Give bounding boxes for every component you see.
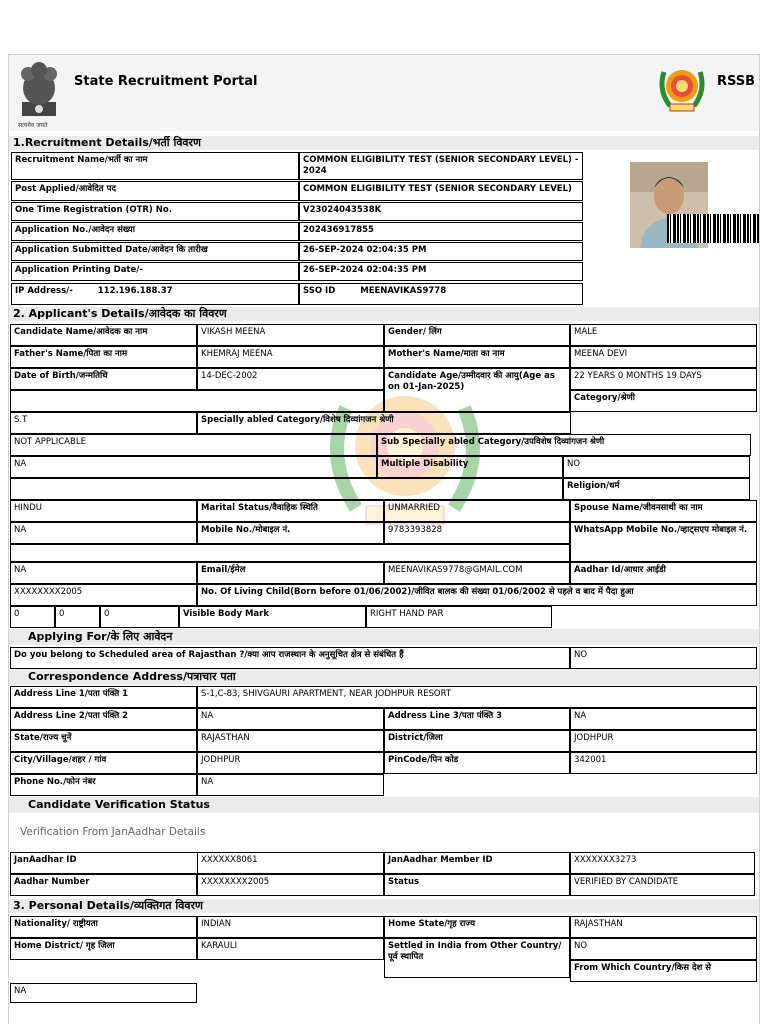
religion-label: Religion/धर्म bbox=[563, 478, 750, 500]
home-district-value: KARAULI bbox=[197, 938, 384, 960]
rssb-logo-icon bbox=[656, 58, 708, 116]
email-value: MEENAVIKAS9778@GMAIL.COM bbox=[384, 562, 570, 584]
candidate-name-label: Candidate Name/आवेदक का नाम bbox=[10, 324, 197, 346]
religion-value: HINDU bbox=[10, 500, 197, 522]
nationality-value: INDIAN bbox=[197, 916, 384, 938]
sso-id-label: SSO ID bbox=[303, 286, 336, 296]
living-child-label: No. Of Living Child(Born before 01/06/2002)/जीवित बालक की संख्या 01/06/2002 से पहले व बाद में पैदा हुआ bbox=[197, 584, 757, 606]
whatsapp-label: WhatsApp Mobile No./व्हाट्सएप मोबाइल नं. bbox=[570, 522, 757, 562]
city-label: City/Village/शहर / गांव bbox=[10, 752, 197, 774]
printing-date-label: Application Printing Date/- bbox=[11, 262, 299, 281]
special-category-value: NOT APPLICABLE bbox=[10, 434, 377, 456]
address-line3-label: Address Line 3/पता पंक्ति 3 bbox=[384, 708, 570, 730]
settled-value: NO bbox=[570, 938, 757, 960]
brand-label: RSSB bbox=[717, 74, 756, 89]
verification-subtitle: Verification From JanAadhar Details bbox=[20, 826, 206, 838]
post-applied-value: COMMON ELIGIBILITY TEST (SENIOR SECONDARY LEVEL) bbox=[299, 181, 583, 201]
national-emblem-icon bbox=[14, 58, 64, 120]
aadhar-number-value: XXXXXXXX2005 bbox=[197, 874, 384, 896]
address-line3-value: NA bbox=[570, 708, 757, 730]
category-label: Category/श्रेणी bbox=[570, 390, 757, 412]
father-name-label: Father's Name/पिता का नाम bbox=[10, 346, 197, 368]
whatsapp-value: NA bbox=[10, 562, 197, 584]
recruitment-name-label: Recruitment Name/भर्ती का नाम bbox=[11, 152, 299, 180]
barcode bbox=[667, 214, 759, 243]
sub-special-category-label: Sub Specially abled Category/उपविशेष दिव्यांगजन श्रेणी bbox=[377, 434, 751, 456]
city-value: JODHPUR bbox=[197, 752, 384, 774]
section-personal-details: 3. Personal Details/व्यक्तिगत विवरण bbox=[9, 899, 759, 913]
phone-value: NA bbox=[197, 774, 384, 796]
body-mark-label: Visible Body Mark bbox=[179, 606, 366, 628]
dob-value: 14-DEC-2002 bbox=[197, 368, 384, 390]
section-applying-for: Applying For/के लिए आवेदन bbox=[9, 629, 759, 645]
state-label: State/राज्य चुनें bbox=[10, 730, 197, 752]
marital-status-value: UNMARRIED bbox=[384, 500, 570, 522]
district-value: JODHPUR bbox=[570, 730, 757, 752]
address-line2-value: NA bbox=[197, 708, 384, 730]
living-child-value: 0 bbox=[55, 606, 100, 628]
home-district-label: Home District/ गृह जिला bbox=[10, 938, 197, 960]
from-country-value: NA bbox=[10, 983, 197, 1003]
from-country-label: From Which Country/किस देश से bbox=[570, 960, 757, 982]
section-verification-status: Candidate Verification Status bbox=[9, 797, 759, 813]
janaadhar-id-value: XXXXXX8061 bbox=[197, 852, 384, 874]
spouse-name-value: NA bbox=[10, 522, 197, 544]
scheduled-area-label: Do you belong to Scheduled area of Rajasthan ?/क्या आप राजस्थान के अनुसूचित क्षेत्र से संबंधित हैं bbox=[10, 647, 570, 669]
page-header bbox=[9, 55, 759, 131]
verification-status-value: VERIFIED BY CANDIDATE bbox=[570, 874, 755, 896]
age-label: Candidate Age/उम्मीदवार की आयु(Age as on 01-Jan-2025) bbox=[384, 368, 570, 412]
scheduled-area-value: NO bbox=[570, 647, 757, 669]
multiple-disability-label: Multiple Disability bbox=[377, 456, 563, 478]
printing-date-value: 26-SEP-2024 02:04:35 PM bbox=[299, 262, 583, 281]
sso-id-row bbox=[299, 283, 583, 305]
submitted-date-value: 26-SEP-2024 02:04:35 PM bbox=[299, 242, 583, 261]
special-category-label: Specially abled Category/विशेष दिव्यांगजन श्रेणी bbox=[197, 412, 571, 434]
post-applied-label: Post Applied/आवेदित पद bbox=[11, 181, 299, 201]
address-line1-label: Address Line 1/पता पंक्ति 1 bbox=[10, 686, 197, 708]
father-name-value: KHEMRAJ MEENA bbox=[197, 346, 384, 368]
emblem-caption: सत्यमेव जयते bbox=[18, 122, 48, 129]
recruitment-name-value: COMMON ELIGIBILITY TEST (SENIOR SECONDARY LEVEL) - 2024 bbox=[299, 152, 583, 180]
mobile-value: 9783393828 bbox=[384, 522, 570, 544]
marital-status-label: Marital Status/वैवाहिक स्थिति bbox=[197, 500, 384, 522]
email-label: Email/ईमेल bbox=[197, 562, 384, 584]
district-label: District/जिला bbox=[384, 730, 570, 752]
verification-status-label: Status bbox=[384, 874, 570, 896]
sso-id-value: MEENAVIKAS9778 bbox=[360, 286, 447, 296]
address-line1-value: S-1,C-83, SHIVGAURI APARTMENT, NEAR JODHPUR RESORT bbox=[197, 686, 757, 708]
multiple-disability-value: NO bbox=[563, 456, 750, 478]
section-recruitment-details: 1.Recruitment Details/भर्ती विवरण bbox=[9, 136, 759, 150]
age-value: 22 YEARS 0 MONTHS 19 DAYS bbox=[570, 368, 757, 390]
janaadhar-member-id-value: XXXXXXX3273 bbox=[570, 852, 755, 874]
blank-cell bbox=[10, 478, 563, 500]
state-value: RAJASTHAN bbox=[197, 730, 384, 752]
body-mark-value: RIGHT HAND PAR bbox=[366, 606, 552, 628]
address-line2-label: Address Line 2/पता पंक्ति 2 bbox=[10, 708, 197, 730]
blank-cell bbox=[10, 544, 570, 562]
section-correspondence-address: Correspondence Address/पत्राचार पता bbox=[9, 669, 759, 685]
sub-special-category-value: NA bbox=[10, 456, 377, 478]
aadhar-id-value: XXXXXXXX2005 bbox=[10, 584, 197, 606]
gender-label: Gender/ लिंग bbox=[384, 324, 570, 346]
candidate-name-value: VIKASH MEENA bbox=[197, 324, 384, 346]
mobile-label: Mobile No./मोबाइल नं. bbox=[197, 522, 384, 544]
gender-value: MALE bbox=[570, 324, 757, 346]
portal-title: State Recruitment Portal bbox=[74, 74, 258, 89]
dob-label: Date of Birth/जन्मतिथि bbox=[10, 368, 197, 390]
category-value: S.T bbox=[10, 412, 197, 434]
home-state-value: RAJASTHAN bbox=[570, 916, 757, 938]
janaadhar-id-label: JanAadhar ID bbox=[10, 852, 384, 874]
section-applicant-details: 2. Applicant's Details/आवेदक का विवरण bbox=[9, 307, 759, 321]
phone-label: Phone No./फोन नंबर bbox=[10, 774, 197, 796]
blank-cell bbox=[10, 390, 384, 412]
living-child-value: 0 bbox=[100, 606, 179, 628]
spouse-name-label: Spouse Name/जीवनसाथी का नाम bbox=[570, 500, 757, 522]
pincode-label: PinCode/पिन कोड bbox=[384, 752, 570, 774]
ip-address-value: 112.196.188.37 bbox=[97, 286, 173, 296]
aadhar-number-label: Aadhar Number bbox=[10, 874, 197, 896]
ip-address-label: IP Address/- bbox=[15, 286, 73, 296]
nationality-label: Nationality/ राष्ट्रीयता bbox=[10, 916, 197, 938]
mother-name-value: MEENA DEVI bbox=[570, 346, 757, 368]
submitted-date-label: Application Submitted Date/आवेदन कि तारीख bbox=[11, 242, 299, 261]
settled-label: Settled in India from Other Country/पूर्व स्थापित bbox=[384, 938, 570, 978]
pincode-value: 342001 bbox=[570, 752, 757, 774]
otr-value: V23024043538K bbox=[299, 202, 583, 221]
application-no-label: Application No./आवेदन संख्या bbox=[11, 222, 299, 241]
janaadhar-member-id-label: JanAadhar Member ID bbox=[384, 852, 570, 874]
aadhar-id-label: Aadhar Id/आधार आईडी bbox=[570, 562, 757, 584]
mother-name-label: Mother's Name/माता का नाम bbox=[384, 346, 570, 368]
ip-address-row bbox=[11, 283, 299, 305]
otr-label: One Time Registration (OTR) No. bbox=[11, 202, 299, 221]
home-state-label: Home State/गृह राज्य bbox=[384, 916, 570, 938]
living-child-value: 0 bbox=[10, 606, 55, 628]
application-no-value: 202436917855 bbox=[299, 222, 583, 241]
